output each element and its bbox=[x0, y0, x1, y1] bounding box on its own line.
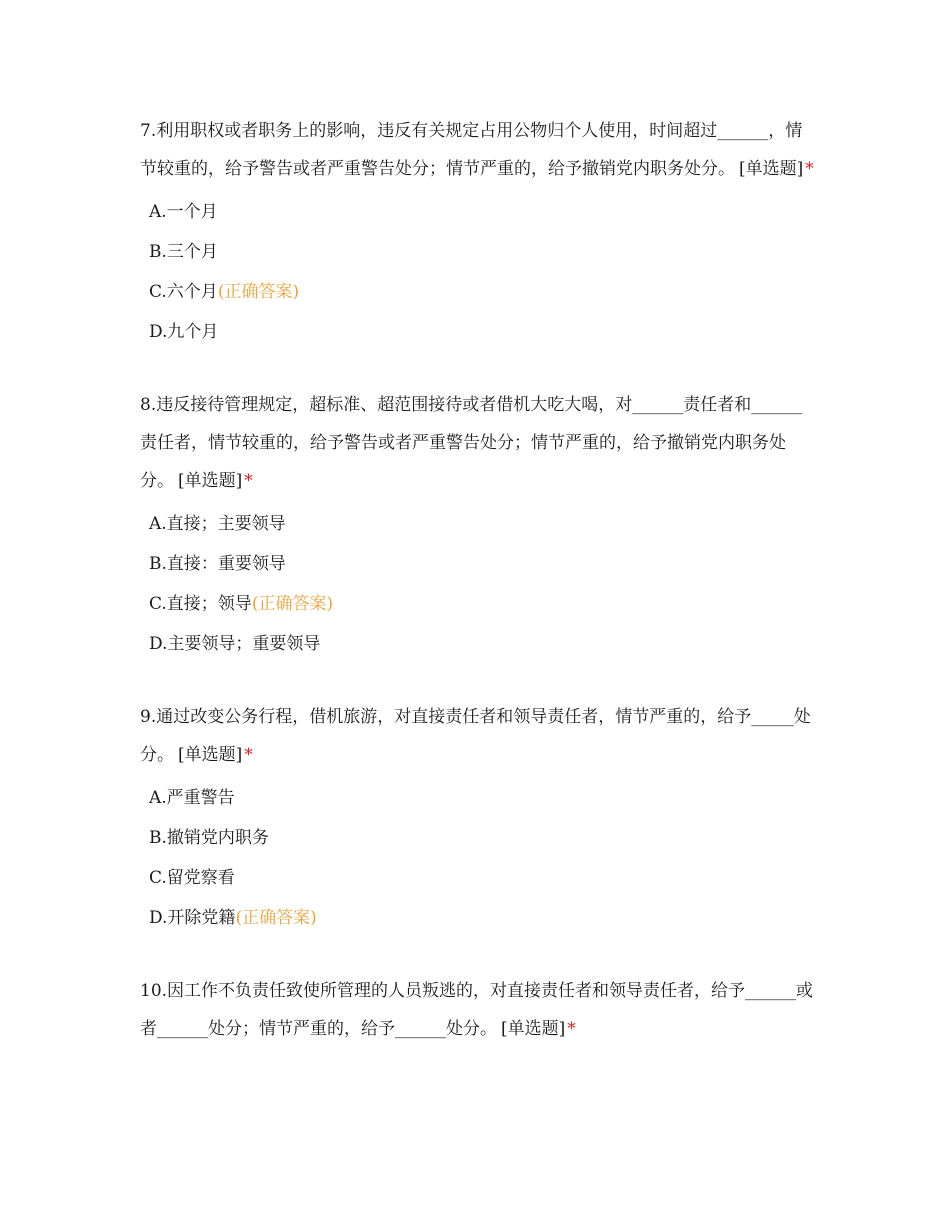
question-text: 7.利用职权或者职务上的影响，违反有关规定占用公物归个人使用，时间超过______，情节较重的，给予警告或者严重警告处分；情节严重的，给予撤销党内职务处分。 bbox=[140, 121, 803, 179]
option-d[interactable] bbox=[149, 312, 815, 352]
question-type-label: [单选题] bbox=[178, 471, 243, 491]
option-a[interactable] bbox=[149, 504, 815, 544]
question-7 bbox=[140, 112, 815, 352]
required-asterisk: * bbox=[805, 159, 814, 179]
question-8 bbox=[140, 386, 815, 664]
correct-answer-tag: (正确答案) bbox=[235, 908, 317, 928]
option-a[interactable] bbox=[149, 778, 815, 818]
option-a[interactable] bbox=[149, 192, 815, 232]
option-text: A.严重警告 bbox=[149, 788, 235, 808]
option-text: D.九个月 bbox=[149, 322, 219, 342]
question-stem bbox=[140, 112, 815, 188]
correct-answer-tag: (正确答案) bbox=[251, 594, 334, 614]
option-text: B.三个月 bbox=[149, 242, 218, 262]
option-c[interactable] bbox=[149, 584, 815, 624]
option-c[interactable] bbox=[149, 272, 815, 312]
correct-answer-tag: (正确答案) bbox=[217, 282, 300, 302]
option-b[interactable] bbox=[149, 232, 815, 272]
option-text: C.直接；领导 bbox=[149, 594, 252, 614]
option-d[interactable] bbox=[149, 624, 815, 664]
option-text: A.直接；主要领导 bbox=[149, 514, 286, 534]
option-d[interactable] bbox=[149, 898, 815, 938]
question-stem bbox=[140, 386, 815, 500]
required-asterisk: * bbox=[244, 745, 253, 765]
option-list bbox=[140, 778, 815, 938]
option-b[interactable] bbox=[149, 544, 815, 584]
question-stem bbox=[140, 698, 815, 774]
question-10 bbox=[140, 972, 815, 1048]
option-b[interactable] bbox=[149, 818, 815, 858]
question-type-label: [单选题] bbox=[739, 159, 804, 179]
option-text: B.撤销党内职务 bbox=[149, 828, 269, 848]
option-list bbox=[140, 504, 815, 664]
question-text: 10.因工作不负责任致使所管理的人员叛逃的，对直接责任者和领导责任者，给予______或者______处分；情节严重的，给予______处分。 bbox=[140, 981, 814, 1039]
question-9 bbox=[140, 698, 815, 938]
question-type-label: [单选题] bbox=[501, 1019, 566, 1039]
option-text: C.六个月 bbox=[149, 282, 218, 302]
option-text: C.留党察看 bbox=[149, 868, 235, 888]
question-text: 9.通过改变公务行程，借机旅游，对直接责任者和领导责任者，情节严重的，给予_____处分。 bbox=[140, 707, 811, 765]
option-c[interactable] bbox=[149, 858, 815, 898]
question-text: 8.违反接待管理规定，超标准、超范围接待或者借机大吃大喝，对______责任者和______责任者，情节较重的，给予警告或者严重警告处分；情节严重的，给予撤销党内职务处分。 bbox=[140, 395, 803, 491]
question-list bbox=[140, 112, 815, 1082]
required-asterisk: * bbox=[244, 471, 253, 491]
required-asterisk: * bbox=[567, 1019, 576, 1039]
option-text: A.一个月 bbox=[149, 202, 218, 222]
question-type-label: [单选题] bbox=[178, 745, 243, 765]
option-list bbox=[140, 192, 815, 352]
option-text: D.开除党籍 bbox=[149, 908, 236, 928]
option-text: D.主要领导；重要领导 bbox=[149, 634, 321, 654]
option-text: B.直接：重要领导 bbox=[149, 554, 286, 574]
question-stem bbox=[140, 972, 815, 1048]
